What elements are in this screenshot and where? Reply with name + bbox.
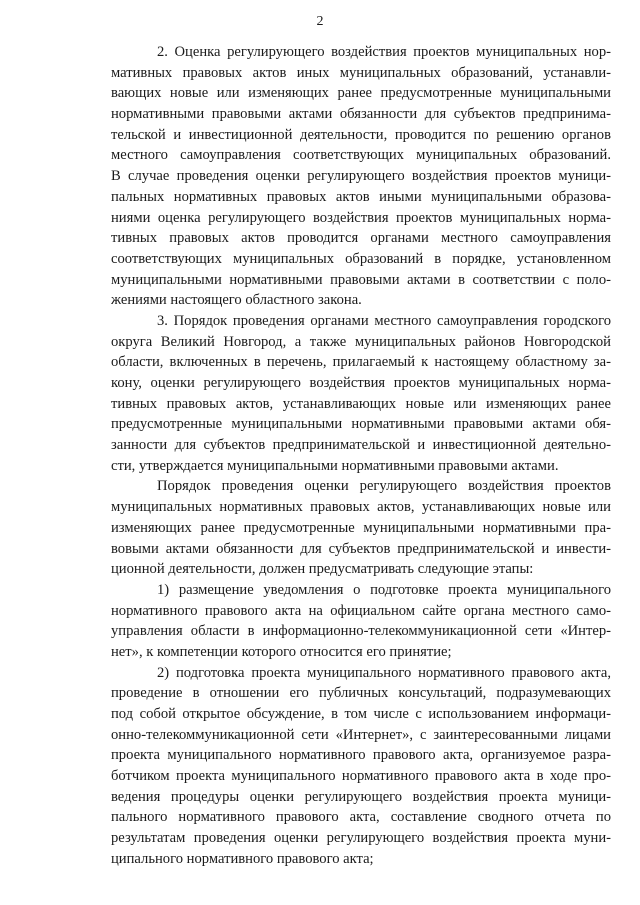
text-line: предусмотренные муниципальными нормативными правовыми актами обя- xyxy=(111,416,611,433)
text-line: округа Великий Новгород, а также муниципальных районов Новгородской xyxy=(111,333,611,350)
text-line: изменяющих ранее предусмотренные муниципальными нормативными пра- xyxy=(111,519,611,536)
paragraph-p6 xyxy=(111,663,611,870)
text-line: 1) размещение уведомления о подготовке проекта муниципального xyxy=(157,581,611,598)
text-line: онно-телекоммуникационной сети «Интернет», с заинтересованными лицами xyxy=(111,726,611,743)
text-line: 2. Оценка регулирующего воздействия проектов муниципальных нор- xyxy=(157,44,611,60)
text-line: ционной деятельности, должен предусматривать следующие этапы: xyxy=(111,561,534,578)
text-line: занности для субъектов предпринимательской и инвестиционной деятельно- xyxy=(111,437,611,454)
text-line: жениями настоящего областного закона. xyxy=(111,292,362,309)
text-line: проекта муниципального нормативного правового акта, организуемое разра- xyxy=(111,747,611,764)
text-line: пальных нормативных правовых актов иными муниципальными образова- xyxy=(111,188,611,205)
text-line: результатам проведения оценки регулирующего воздействия проекта муни- xyxy=(111,830,611,847)
text-line: муниципальными нормативными правовыми актами в соответствии с поло- xyxy=(111,271,611,288)
text-line: нормативными правовыми актами обязанности для субъектов предпринима- xyxy=(111,106,611,123)
text-line: пального нормативного правового акта, составление сводного отчета по xyxy=(111,809,611,826)
paragraph-p3 xyxy=(111,311,611,477)
text-line: проведение в отношении его публичных консультаций, подразумевающих xyxy=(111,685,611,702)
text-line: тивных правовых актов, устанавливающих новые или изменяющих ранее xyxy=(111,395,611,412)
text-line: ботчиком проекта муниципального нормативного правового акта в ходе про- xyxy=(111,768,611,785)
text-line: В случае проведения оценки регулирующего воздействия проектов муници- xyxy=(111,168,611,185)
document-body xyxy=(111,42,611,870)
text-line: нормативного правового акта на официальном сайте органа местного само- xyxy=(111,602,611,619)
text-line: 3. Порядок проведения органами местного самоуправления городского xyxy=(157,312,611,329)
text-line: ведения процедуры оценки регулирующего воздействия проекта муници- xyxy=(111,788,611,805)
text-line: ниями оценка регулирующего воздействия проектов муниципальных норма- xyxy=(111,209,611,226)
text-line: местного самоуправления соответствующих муниципальных образований. xyxy=(111,147,611,164)
text-line: вающих новые или изменяющих ранее предусмотренные муниципальными xyxy=(111,85,611,102)
text-line: 2) подготовка проекта муниципального нормативного правового акта, xyxy=(157,664,611,681)
text-line: ципального нормативного правового акта; xyxy=(111,850,374,867)
text-line: нет», к компетенции которого относится его принятие; xyxy=(111,643,452,660)
text-line: сти, утверждается муниципальными нормативными правовыми актами. xyxy=(111,457,559,474)
text-line: кону, оценки регулирующего воздействия проектов муниципальных норма- xyxy=(111,375,611,391)
text-line: соответствующих муниципальных образований в порядке, установленном xyxy=(111,250,611,267)
text-line: мативных правовых актов иных муниципальных образований, устанавли- xyxy=(111,64,611,81)
text-line: области, включенных в перечень, прилагаемый к настоящему областному за- xyxy=(111,354,611,371)
text-line: Порядок проведения оценки регулирующего воздействия проектов xyxy=(157,478,611,495)
text-line: управления области в информационно-телекоммуникационной сети «Интер- xyxy=(111,623,611,640)
text-line: тивных правовых актов проводится органами местного самоуправления xyxy=(111,230,611,247)
page-number: 2 xyxy=(316,14,324,29)
text-line: вовыми актами обязанности для субъектов предпринимательской и инвести- xyxy=(111,540,611,557)
paragraph-p2 xyxy=(111,42,611,311)
paragraph-p5 xyxy=(111,580,611,663)
text-line: под собой открытое обсуждение, в том числе с использованием информаци- xyxy=(111,706,611,722)
text-line: тельской и инвестиционной деятельности, проводится по решению органов xyxy=(111,126,611,143)
text-line: муниципальных нормативных правовых актов, устанавливающих новые или xyxy=(111,499,611,516)
paragraph-p4 xyxy=(111,476,611,579)
